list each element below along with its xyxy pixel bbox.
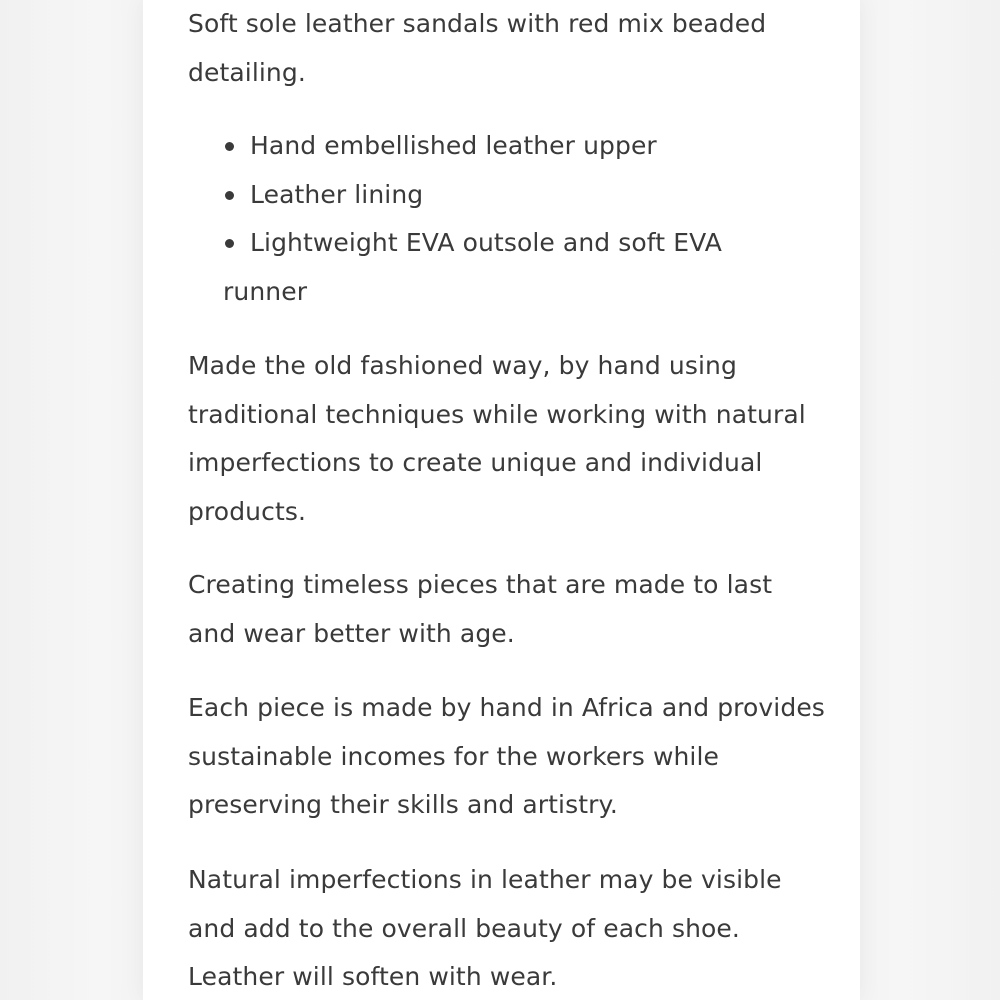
africa-paragraph: Each piece is made by hand in Africa and provides sustainable incomes for the workers while preserving their skills and artistry. (188, 693, 825, 819)
page-background-left (0, 0, 145, 1000)
bullet-icon (225, 191, 234, 200)
timeless-paragraph: Creating timeless pieces that are made to last and wear better with age. (188, 570, 773, 648)
feature-text: Hand embellished leather upper (250, 131, 657, 160)
craft-paragraph: Made the old fashioned way, by hand using traditional techniques while working with natural imperfections to create unique and individual products. (188, 351, 806, 526)
bullet-icon (225, 239, 234, 248)
product-description-card (143, 0, 860, 1000)
list-item (223, 122, 783, 171)
bullet-icon (225, 142, 234, 151)
list-item (223, 171, 783, 220)
list-item (223, 219, 783, 316)
page-background-right (855, 0, 1000, 1000)
imperfections-paragraph: Natural imperfections in leather may be visible and add to the overall beauty of each shoe. Leather will soften with wear. (188, 865, 782, 991)
feature-text: Leather lining (250, 179, 424, 209)
feature-text: Lightweight EVA outsole and soft EVA runner (223, 228, 722, 306)
feature-list (223, 122, 783, 316)
intro-paragraph: Soft sole leather sandals with red mix beaded detailing. (188, 9, 767, 87)
